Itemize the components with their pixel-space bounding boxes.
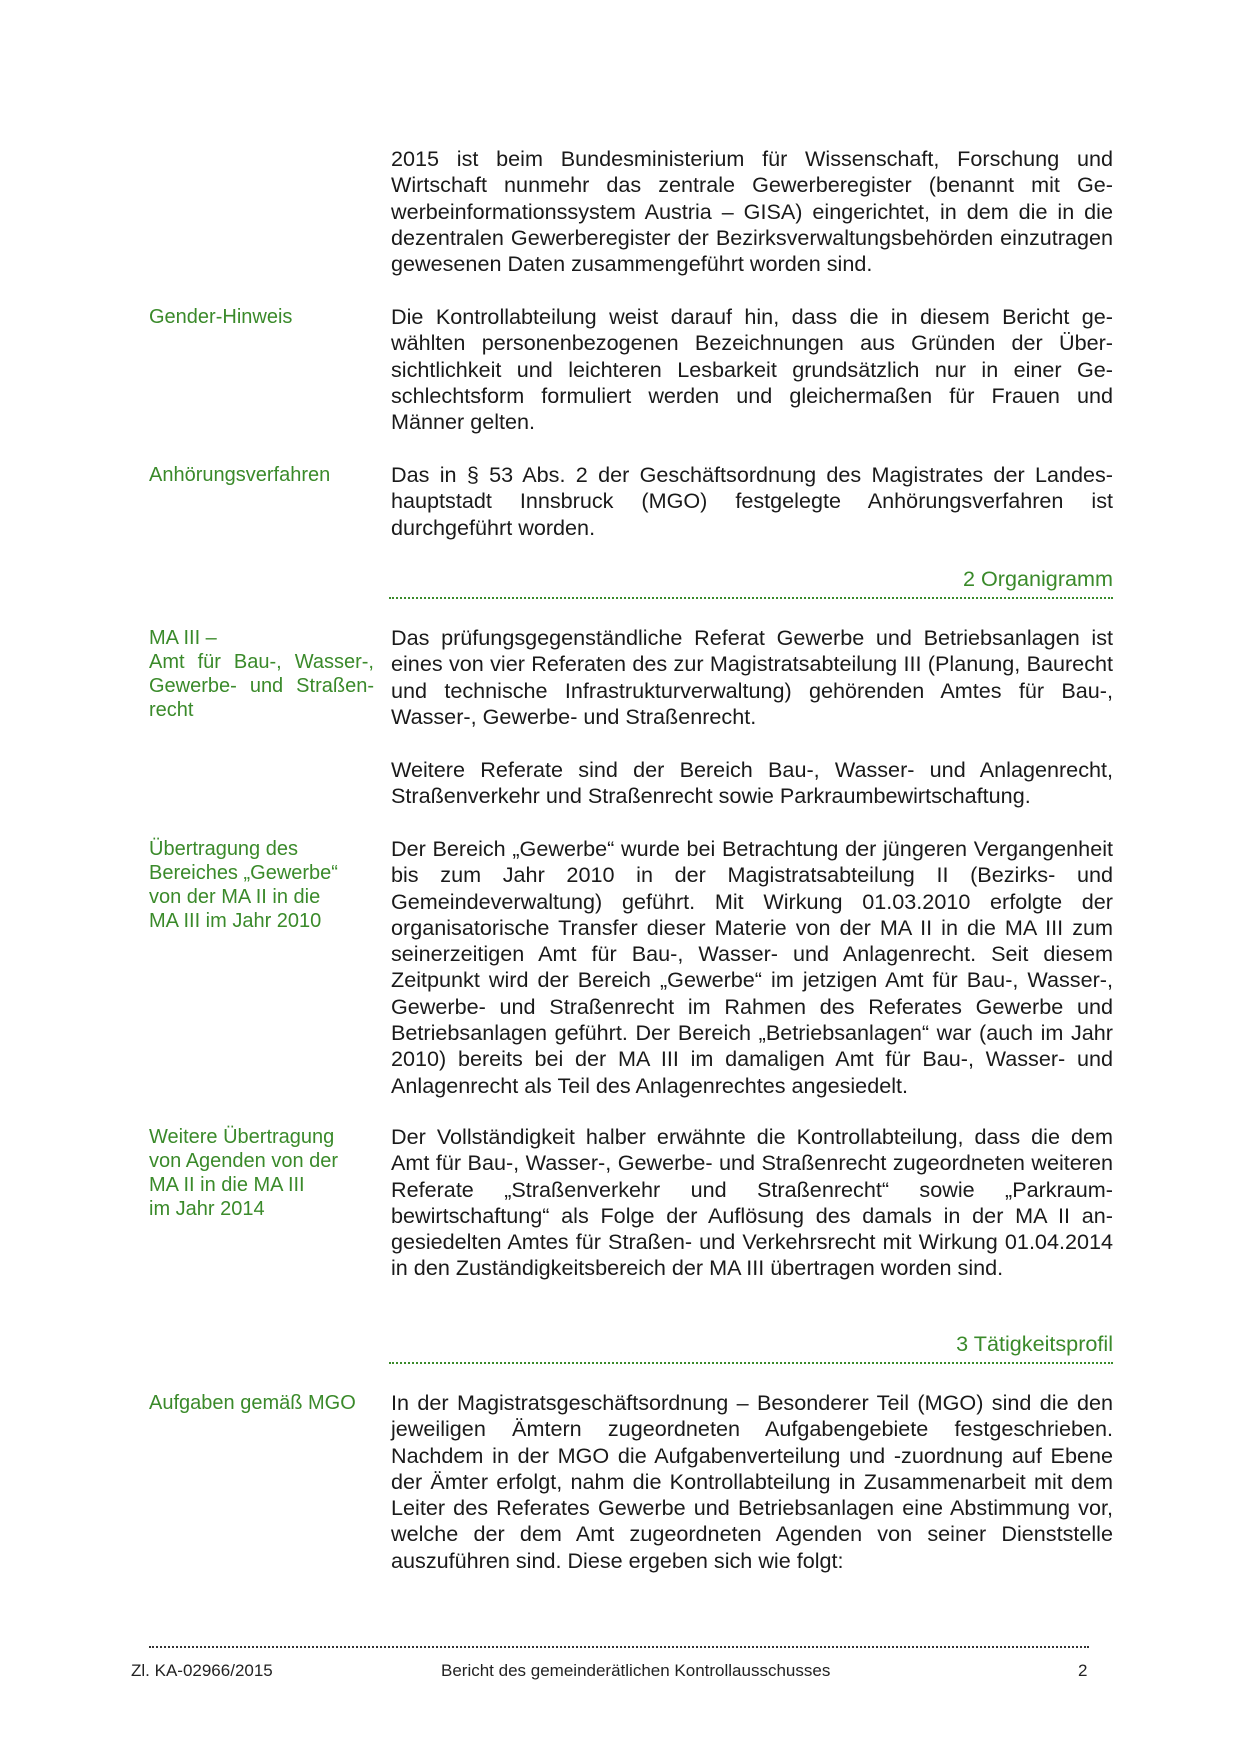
margin-note-gender-hinweis <box>149 305 374 329</box>
margin-note-line: MA III im Jahr 2010 <box>149 910 322 932</box>
margin-note-anhoerungsverfahren <box>149 463 374 487</box>
margin-note-line: Übertragung des <box>149 838 298 860</box>
margin-note-line: Weitere Übertragung <box>149 1126 335 1148</box>
footer-reference: Zl. KA-02966/2015 <box>131 1661 273 1680</box>
heading-taetigkeitsprofil: 3 Tätigkeitsprofil <box>956 1331 1113 1356</box>
margin-note-line: Amt für Bau-, Wasser-, Gewerbe- und Straßenrecht <box>149 651 374 721</box>
paragraph-uebertragung-2014: Der Vollständigkeit halber erwähnte die Kontrollabteilung, dass die dem Amt für Bau-, Wasser-, Gewerbe- und Straßenrecht zugeordneten weiteren Referate „Straßenverkehr und Straßenrecht“ sowie „Parkraumbewirtschaftung“ als Folge der Auflösung des damals in der MA II angesiedelten Amtes für Straßen- und Verkehrsrecht mit Wirkung 01.04.2014 in den Zuständigkeitsbereich der MA III übertragen worden sind. <box>391 1124 1113 1281</box>
margin-note-line: Anhörungsverfahren <box>149 464 331 486</box>
margin-note-line: Bereiches „Gewerbe“ <box>149 862 338 884</box>
margin-note-uebertragung-2014 <box>149 1125 374 1221</box>
margin-note-line: von der MA II in die <box>149 886 321 908</box>
margin-note-line: im Jahr 2014 <box>149 1198 265 1220</box>
paragraph-gisa: 2015 ist beim Bundesministerium für Wissenschaft, Forschung und Wirtschaft nunmehr das zentrale Gewerberegister (benannt mit Gewerbeinformationssystem Austria – GISA) eingerichtet, in dem die in die dezentralen Gewerberegister der Bezirksverwaltungsbehörden einzutragen gewesenen Daten zusammengeführt worden sind. <box>391 146 1113 277</box>
margin-note-line: Gender-Hinweis <box>149 306 293 328</box>
paragraph-gender-hinweis: Die Kontrollabteilung weist darauf hin, dass die in diesem Bericht gewählten personenbezogenen Bezeichnungen aus Gründen der Übersichtlichkeit und leichteren Lesbarkeit grundsätzlich nur in einer Geschlechtsform formuliert werden und gleichermaßen für Frauen und Männer gelten. <box>391 304 1113 435</box>
paragraph-weitere-referate: Weitere Referate sind der Bereich Bau-, Wasser- und Anlagenrecht, Straßenverkehr und Straßenrecht sowie Parkraumbewirtschaftung. <box>391 757 1113 809</box>
margin-note-line: MA II in die MA III <box>149 1174 305 1196</box>
footer-title: Bericht des gemeinderätlichen Kontrollausschusses <box>441 1661 831 1680</box>
margin-note-aufgaben-mgo <box>149 1391 374 1415</box>
heading-rule-taetigkeitsprofil <box>389 1362 1113 1364</box>
margin-note-ma-iii <box>149 626 374 722</box>
paragraph-referat-gewerbe: Das prüfungsgegenständliche Referat Gewerbe und Betriebsanlagen ist eines von vier Referaten des zur Magistratsabteilung III (Planung, Baurecht und technische Infrastrukturverwaltung) gehörenden Amtes für Bau-, Wasser-, Gewerbe- und Straßenrecht. <box>391 625 1113 729</box>
paragraph-uebertragung-2010: Der Bereich „Gewerbe“ wurde bei Betrachtung der jüngeren Vergangenheit bis zum Jahr 2010 in der Magistratsabteilung II (Bezirks- und Gemeindeverwaltung) geführt. Mit Wirkung 01.03.2010 erfolgte der organisatorische Transfer dieser Materie von der MA II in die MA III zum seinerzeitigen Amt für Bau-, Wasser- und Anlagenrecht. Seit diesem Zeitpunkt wird der Bereich „Gewerbe“ im jetzigen Amt für Bau-, Wasser-, Gewerbe- und Straßenrecht im Rahmen des Referates Gewerbe und Betriebsanlagen geführt. Der Bereich „Betriebsanlagen“ war (auch im Jahr 2010) bereits bei der MA III im damaligen Amt für Bau-, Wasser- und Anlagenrecht als Teil des Anlagenrechtes angesiedelt. <box>391 836 1113 1098</box>
paragraph-aufgaben-mgo: In der Magistratsgeschäftsordnung – Besonderer Teil (MGO) sind die den jeweiligen Ämtern zugeordneten Aufgabengebiete festgeschrieben. Nachdem in der MGO die Aufgabenverteilung und -zuordnung auf Ebene der Ämter erfolgt, nahm die Kontrollabteilung in Zusammenarbeit mit dem Leiter des Referates Gewerbe und Betriebsanlagen eine Abstimmung vor, welche der dem Amt zugeordneten Agenden von seiner Dienststelle auszuführen sind. Diese ergeben sich wie folgt: <box>391 1390 1113 1573</box>
heading-organigramm: 2 Organigramm <box>962 566 1113 591</box>
margin-note-uebertragung-2010 <box>149 837 374 933</box>
margin-note-line: MA III – <box>149 627 217 649</box>
margin-note-line: von Agenden von der <box>149 1150 339 1172</box>
margin-note-line: Aufgaben gemäß MGO <box>149 1392 356 1414</box>
footer-rule <box>149 1646 1089 1648</box>
paragraph-anhoerungsverfahren: Das in § 53 Abs. 2 der Geschäftsordnung des Magistrates der Landeshauptstadt Innsbruck (MGO) festgelegte Anhörungsverfahren ist durchgeführt worden. <box>391 462 1113 540</box>
heading-rule-organigramm <box>389 597 1113 599</box>
footer-page-number: 2 <box>1078 1661 1088 1680</box>
